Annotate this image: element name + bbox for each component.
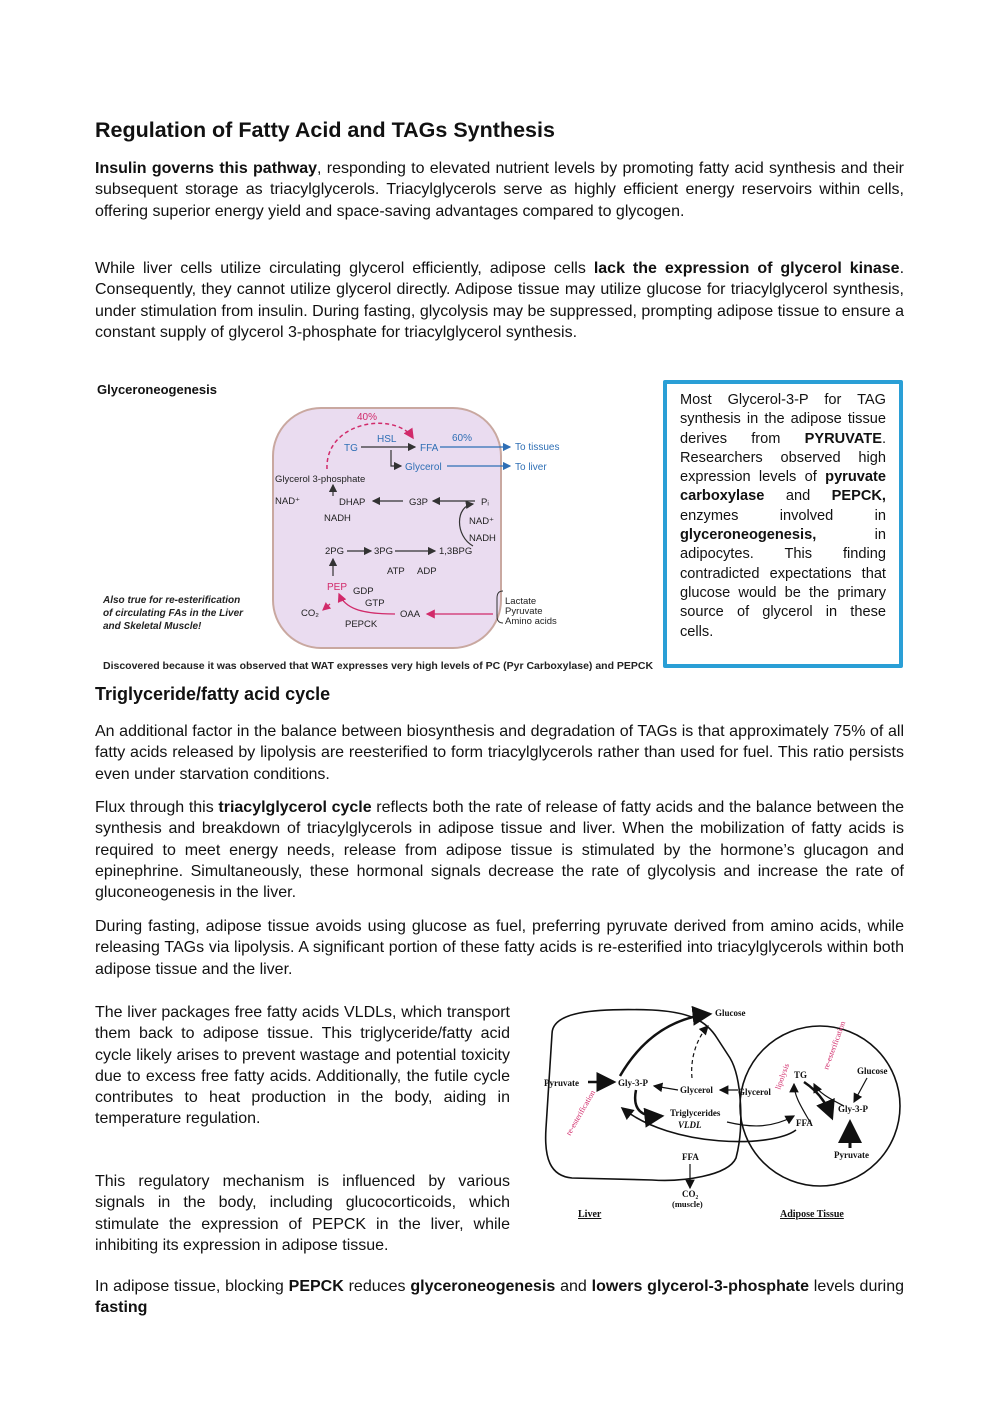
- intro-text: , responding to elevated nutrient levels by promoting fatty acid synthesis and their subsequent storage as triacylglycerols. Triacylglycerols serve as highly efficient energy reservoirs within cells, offering superior energy yield and space-saving advantages compared to glycogen.: [95, 160, 904, 220]
- label-nadh: NADH: [324, 513, 351, 524]
- final-bold-pepck: PEPCK: [288, 1278, 344, 1295]
- cycle-text: reflects both the rate of release of fatty acids and the balance between the synthesis and breakdown of triacylglycerols in adipose tissue and liver. When the mobilization of fatty acids is required to meet energy needs, release from adipose tissue is stimulated by the hormone’s glucagon and epinephrine. Simultaneously, these hormonal signals decrease the rate of glycolysis and increase the rate of gluconeogenesis in the liver.: [95, 799, 904, 902]
- callout-bold-glyceroneogenesis: glyceroneogenesis,: [680, 527, 817, 544]
- label-nadh-2: NADH: [469, 533, 496, 544]
- label-pyruvate-left: Pyruvate: [544, 1078, 579, 1088]
- vldl-to-adipose-arrow: [727, 1116, 794, 1126]
- label-adp: ADP: [417, 566, 437, 577]
- final-text: In adipose tissue, blocking: [95, 1278, 289, 1295]
- label-gtp: GTP: [365, 598, 385, 609]
- adipose-outline: [740, 1026, 900, 1186]
- callout-bold-pyruvate: PYRUVATE: [804, 430, 882, 447]
- callout-text: enzymes involved in: [680, 507, 886, 524]
- label-nad-plus: NAD⁺: [275, 496, 301, 507]
- glucose-output-arrow: [620, 1014, 710, 1076]
- cycle-paragraph-5: This regulatory mechanism is influenced by various signals in the body, including glucocorticoids, which stimulate the expression of PEPCK in the liver, while inhibiting its expression in adipose tissue.: [95, 1173, 510, 1254]
- label-gdp: GDP: [353, 586, 374, 597]
- label-to-tissues: To tissues: [515, 442, 560, 453]
- section-heading: Triglyceride/fatty acid cycle: [95, 684, 331, 704]
- label-oaa: OAA: [400, 609, 421, 620]
- gly3p-to-tg-arrow: [635, 1090, 662, 1116]
- figure-caption: Discovered because it was observed that WAT expresses very high levels of PC (Pyr Carboxylase) and PEPCK: [103, 660, 654, 672]
- label-hsl: HSL: [377, 434, 397, 445]
- label-glucose-top: Glucose: [715, 1008, 746, 1018]
- label-adipose-tissue: Adipose Tissue: [780, 1209, 844, 1220]
- cycle-text: Flux through this: [95, 799, 219, 816]
- label-glycerol: Glycerol: [405, 462, 442, 473]
- label-co2: CO₂: [301, 608, 319, 619]
- ffa-reesterification-arrow: [794, 1084, 810, 1122]
- intro-bold-lead: Insulin governs this pathway: [95, 160, 318, 177]
- label-triglycerides: Triglycerides: [670, 1108, 721, 1118]
- callout-bold-pepck: PEPCK,: [831, 488, 886, 505]
- callout-bold-carboxylase: pyruvate carboxylase: [680, 469, 886, 505]
- callout-text: in adipocytes. This finding contradicted expectations that glucose would be the primary source of glycerol in these cells.: [680, 527, 886, 640]
- label-glycerol-mid: Glycerol: [680, 1085, 713, 1095]
- cycle-bold-tag-cycle: triacylglycerol cycle: [218, 799, 372, 816]
- glycerol-to-gly3p-arrow: [654, 1086, 678, 1090]
- final-text: levels during: [808, 1278, 905, 1295]
- label-ffa-bottom: FFA: [682, 1152, 699, 1162]
- label-pepck: PEPCK: [345, 619, 378, 630]
- callout-text: and: [764, 488, 832, 505]
- final-text: reduces: [343, 1278, 411, 1295]
- side-note-line-2: of circulating FAs in the Liver: [103, 608, 244, 619]
- liver-adipose-cycle-figure: [532, 998, 904, 1224]
- label-co2: CO₂: [682, 1189, 699, 1199]
- intro-paragraph-2: [95, 258, 904, 343]
- label-13bpg: 1,3BPG: [439, 546, 473, 557]
- label-vldl: VLDL: [678, 1120, 702, 1130]
- label-atp: ATP: [387, 566, 405, 577]
- label-glycerol-right: Glycerol: [738, 1087, 771, 1097]
- label-g3p: G3P: [409, 497, 429, 508]
- label-60pct: 60%: [452, 433, 473, 444]
- cycle-paragraph-2: [95, 797, 904, 903]
- cycle-paragraph-4: The liver packages free fatty acids VLDLs, which transport them back to adipose tissue. This triglyceride/fatty acid cycle likely arises to prevent wastage and potential toxicity due to excess free fatty acids. Additionally, the futile cycle contributes to heat production in the body, aiding in temperature regulation.: [95, 1004, 510, 1128]
- glyceroneogenesis-figure: [95, 376, 660, 672]
- label-pi: Pᵢ: [481, 497, 489, 508]
- label-tg: TG: [344, 443, 358, 454]
- glycerol-to-glucose-arrow: [692, 1026, 708, 1078]
- label-ffa: FFA: [420, 443, 439, 454]
- page-title: Regulation of Fatty Acid and TAGs Synthesis: [95, 118, 555, 142]
- final-bold-glyceroneogenesis: glyceroneogenesis: [410, 1278, 556, 1295]
- label-liver: Liver: [578, 1209, 602, 1220]
- label-2pg: 2PG: [325, 546, 345, 557]
- figure-title: Glyceroneogenesis: [97, 382, 217, 397]
- label-reesterification-right: re-esterification: [821, 1020, 848, 1071]
- callout-box: [663, 380, 903, 668]
- cycle-paragraph-3: During fasting, adipose tissue avoids using glucose as fuel, preferring pyruvate derived from amino acids, while releasing TAGs via lipolysis. A significant portion of these fatty acids is re-esterified into triacylglycerols within both adipose tissue and the liver.: [95, 918, 904, 978]
- label-reesterification-left: re-esterification: [563, 1088, 598, 1137]
- label-ffa-right: FFA: [796, 1118, 813, 1128]
- label-lipolysis: lipolysis: [773, 1062, 792, 1091]
- final-bold-fasting: fasting: [95, 1299, 148, 1317]
- callout-text: . Researchers observed high expression levels of: [680, 430, 886, 486]
- label-amino-acids: Amino acids: [505, 616, 557, 627]
- label-nad-plus-2: NAD⁺: [469, 516, 495, 527]
- callout-text: Most Glycerol-3-P for TAG synthesis in the adipose tissue derives from: [680, 392, 886, 447]
- final-bold-lowers: lowers glycerol-3-phosphate: [591, 1278, 809, 1295]
- label-pyruvate: Pyruvate: [505, 606, 543, 617]
- side-note-line-1: Also true for re-esterification: [103, 595, 241, 606]
- label-40pct: 40%: [357, 412, 378, 423]
- side-note-line-3: and Skeletal Muscle!: [103, 621, 202, 632]
- label-glucose-right: Glucose: [857, 1066, 888, 1076]
- final-paragraph: [95, 1276, 904, 1319]
- label-dhap: DHAP: [339, 497, 366, 508]
- label-gly3p-right: Gly-3-P: [838, 1104, 868, 1114]
- final-text: and: [555, 1278, 592, 1295]
- label-to-liver: To liver: [515, 462, 547, 473]
- label-3pg: 3PG: [374, 546, 394, 557]
- tg-lipolysis-arrow: [804, 1082, 832, 1118]
- label-muscle: (muscle): [672, 1199, 703, 1209]
- label-tg-adipose: TG: [794, 1070, 808, 1080]
- intro-text: While liver cells utilize circulating glycerol efficiently, adipose cells: [95, 260, 594, 277]
- label-glycerol-3-phosphate: Glycerol 3-phosphate: [275, 474, 366, 485]
- glucose-to-gly3p-arrow: [854, 1078, 867, 1102]
- intro-text: . Consequently, they cannot utilize glycerol directly. Adipose tissue may utilize glucose for triacylglycerol synthesis, under stimulation from insulin. During fasting, glycolysis may be suppressed, prompting adipose tissue to ensure a constant supply of glycerol 3-phosphate for triacylglycerol synthesis.: [95, 260, 905, 341]
- label-lactate: Lactate: [505, 596, 537, 607]
- intro-paragraph-1: [95, 158, 904, 222]
- label-pep: PEP: [327, 582, 348, 593]
- intro-bold-kinase: lack the expression of glycerol kinase: [593, 260, 900, 277]
- cycle-paragraph-1: An additional factor in the balance between biosynthesis and degradation of TAGs is that approximately 75% of all fatty acids released by lipolysis are reesterified to form triacylglycerols rather than used for fuel. This ratio persists even under starvation conditions.: [95, 723, 904, 783]
- label-gly3p-left: Gly-3-P: [618, 1078, 648, 1088]
- label-pyruvate-right: Pyruvate: [834, 1150, 869, 1160]
